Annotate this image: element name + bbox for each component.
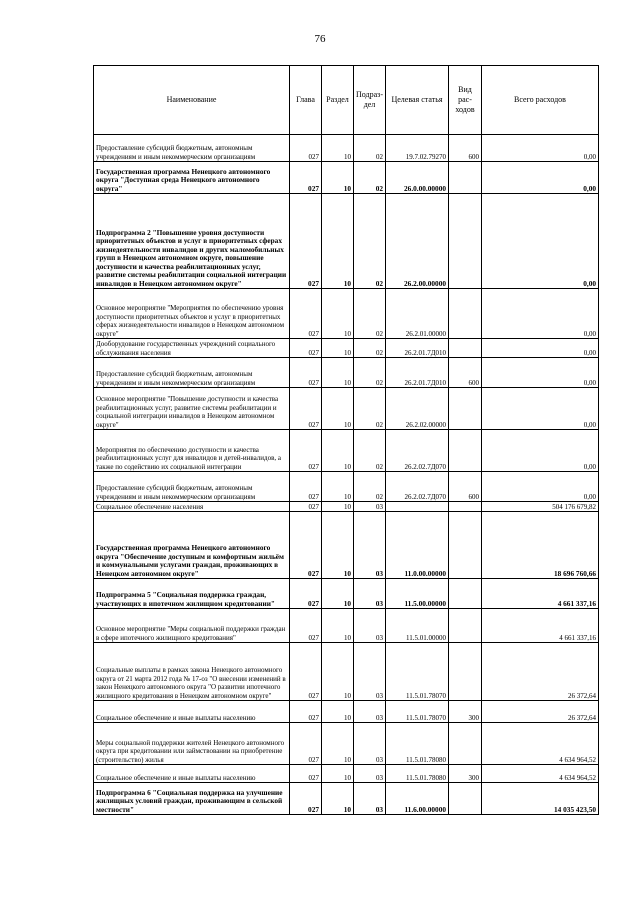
cell-razdel: 10 [322,430,354,472]
cell-razdel: 10 [322,135,354,162]
cell-name: Дооборудование государственных учреждений социального обслуживания населения [94,339,290,358]
cell-podrazdel: 02 [354,162,386,194]
table-row [94,472,599,502]
header-row [94,66,599,135]
cell-razdel: 10 [322,162,354,194]
table-row [94,358,599,388]
cell-podrazdel: 03 [354,701,386,723]
cell-name: Подпрограмма 2 "Повышение уровня доступности приоритетных объектов и услуг в приоритетных сферах жизнедеятельности инвалидов и других маломобильных групп в Ненецком автономном округе, повышение доступности и качества реабилитационных услуг, развитие системы реабилитации социальной интеграции инвалидов в Ненецком автономном округе" [94,194,290,289]
cell-vid [449,579,482,609]
cell-name: Предоставление субсидий бюджетным, автономным учреждениям и иным некоммерческим организациям [94,472,290,502]
cell-total: 0,00 [482,339,599,358]
cell-vid [449,512,482,579]
cell-name: Государственная программа Ненецкого автономного округа "Доступная среда Ненецкого автономного округа" [94,162,290,194]
cell-glava: 027 [290,339,322,358]
cell-vid [449,502,482,512]
cell-target: 11.5.01.78080 [386,723,449,765]
column-header-razdel: Раздел [322,66,354,135]
cell-glava: 027 [290,194,322,289]
cell-podrazdel: 02 [354,289,386,339]
cell-target: 26.2.01.7Д010 [386,358,449,388]
cell-glava: 027 [290,388,322,430]
cell-target: 26.2.00.00000 [386,194,449,289]
cell-vid [449,194,482,289]
cell-total: 0,00 [482,388,599,430]
cell-total: 0,00 [482,358,599,388]
cell-target: 11.5.01.78070 [386,643,449,701]
page-number: 76 [314,33,326,45]
cell-razdel: 10 [322,194,354,289]
cell-total: 0,00 [482,194,599,289]
cell-total: 0,00 [482,135,599,162]
cell-vid [449,162,482,194]
cell-glava: 027 [290,723,322,765]
cell-razdel: 10 [322,289,354,339]
cell-razdel: 10 [322,358,354,388]
cell-name: Основное мероприятие "Мероприятия по обеспечению уровня доступности приоритетных объектов и услуг в приоритетных сферах жизнедеятельности инвалидов в Ненецком автономном округе" [94,289,290,339]
table-row [94,289,599,339]
cell-glava: 027 [290,472,322,502]
cell-vid [449,388,482,430]
cell-vid [449,783,482,815]
cell-target: 11.5.00.00000 [386,579,449,609]
cell-vid [449,430,482,472]
cell-podrazdel: 03 [354,723,386,765]
table-row [94,135,599,162]
table-row [94,430,599,472]
cell-glava: 027 [290,783,322,815]
cell-total: 26 372,64 [482,701,599,723]
budget-table [93,65,599,815]
cell-name: Социальное обеспечение населения [94,502,290,512]
cell-razdel: 10 [322,579,354,609]
cell-target: 19.7.02.79270 [386,135,449,162]
cell-podrazdel: 02 [354,430,386,472]
cell-vid [449,609,482,643]
cell-glava: 027 [290,430,322,472]
cell-name: Подпрограмма 6 "Социальная поддержка на улучшение жилищных условий граждан, проживающим в сельской местности" [94,783,290,815]
table-row [94,194,599,289]
cell-glava: 027 [290,162,322,194]
cell-total: 504 176 679,82 [482,502,599,512]
cell-razdel: 10 [322,388,354,430]
cell-razdel: 10 [322,723,354,765]
cell-name: Социальное обеспечение и иные выплаты населению [94,701,290,723]
column-header-total: Всего расходов [482,66,599,135]
cell-podrazdel: 03 [354,579,386,609]
cell-name: Государственная программа Ненецкого автономного округа "Обеспечение доступным и комфортным жильём и коммунальными услугами граждан, проживающих в Ненецком автономном округе" [94,512,290,579]
cell-total: 4 634 964,52 [482,723,599,765]
cell-glava: 027 [290,135,322,162]
table-row [94,162,599,194]
cell-vid [449,289,482,339]
cell-name: Социальное обеспечение и иные выплаты населению [94,765,290,783]
cell-name: Предоставление субсидий бюджетным, автономным учреждениям и иным некоммерческим организациям [94,135,290,162]
cell-target [386,502,449,512]
table-row [94,723,599,765]
column-header-glava: Глава [290,66,322,135]
cell-razdel: 10 [322,502,354,512]
cell-glava: 027 [290,609,322,643]
cell-total: 4 634 964,52 [482,765,599,783]
cell-target: 26.2.02.7Д070 [386,472,449,502]
cell-vid: 600 [449,472,482,502]
cell-podrazdel: 02 [354,135,386,162]
cell-vid: 300 [449,701,482,723]
cell-glava: 027 [290,765,322,783]
cell-razdel: 10 [322,783,354,815]
table-row [94,579,599,609]
cell-target: 11.5.01.78070 [386,701,449,723]
cell-target: 11.0.00.00000 [386,512,449,579]
cell-podrazdel: 02 [354,194,386,289]
table-row [94,502,599,512]
cell-target: 11.5.01.78080 [386,765,449,783]
table-row [94,388,599,430]
column-header-vid: Вид рас-ходов [449,66,482,135]
cell-podrazdel: 02 [354,472,386,502]
table-row [94,339,599,358]
cell-name: Меры социальной поддержки жителей Ненецкого автономного округа при кредитовании или займствовании на приобретение (строительство) жилья [94,723,290,765]
cell-glava: 027 [290,358,322,388]
cell-podrazdel: 03 [354,512,386,579]
cell-target: 26.2.02.7Д070 [386,430,449,472]
table-row [94,643,599,701]
cell-podrazdel: 03 [354,783,386,815]
cell-total: 0,00 [482,472,599,502]
column-header-name: Наименование [94,66,290,135]
cell-name: Социальные выплаты в рамках закона Ненецкого автономного округа от 21 марта 2012 года № 17-оз "О внесении изменений в закон Ненецкого автономного округа "О развитии ипотечного жилищного кредитования в Ненецком автономном округе" [94,643,290,701]
column-header-podrazdel: Подраз-дел [354,66,386,135]
cell-name: Предоставление субсидий бюджетным, автономным учреждениям и иным некоммерческим организациям [94,358,290,388]
cell-name: Основное мероприятие "Повышение доступности и качества реабилитационных услуг, развитие системы реабилитации и социальной интеграции инвалидов в Ненецком автономном округе" [94,388,290,430]
cell-podrazdel: 03 [354,643,386,701]
cell-vid [449,643,482,701]
cell-vid: 300 [449,765,482,783]
table-row [94,609,599,643]
cell-total: 18 696 760,66 [482,512,599,579]
column-header-target: Целевая статья [386,66,449,135]
cell-target: 26.2.01.00000 [386,289,449,339]
cell-podrazdel: 03 [354,765,386,783]
cell-name: Мероприятия по обеспечению доступности и качества реабилитационных услуг для инвалидов и детей-инвалидов, а также по содействию их социальной интеграции [94,430,290,472]
cell-razdel: 10 [322,701,354,723]
cell-razdel: 10 [322,512,354,579]
cell-glava: 027 [290,643,322,701]
table-row [94,783,599,815]
cell-glava: 027 [290,701,322,723]
cell-razdel: 10 [322,609,354,643]
cell-glava: 027 [290,512,322,579]
cell-total: 4 661 337,16 [482,609,599,643]
table-row [94,765,599,783]
cell-total: 0,00 [482,289,599,339]
cell-target: 11.5.01.00000 [386,609,449,643]
cell-total: 0,00 [482,162,599,194]
cell-total: 14 035 423,50 [482,783,599,815]
cell-total: 0,00 [482,430,599,472]
table-row [94,512,599,579]
cell-razdel: 10 [322,339,354,358]
cell-total: 26 372,64 [482,643,599,701]
cell-razdel: 10 [322,472,354,502]
cell-podrazdel: 02 [354,358,386,388]
cell-razdel: 10 [322,643,354,701]
cell-vid [449,723,482,765]
table-row [94,701,599,723]
cell-vid: 600 [449,358,482,388]
cell-vid [449,339,482,358]
cell-target: 11.6.00.00000 [386,783,449,815]
cell-podrazdel: 03 [354,609,386,643]
cell-name: Основное мероприятие "Меры социальной поддержки граждан в сфере ипотечного жилищного кредитования" [94,609,290,643]
cell-glava: 027 [290,289,322,339]
cell-razdel: 10 [322,765,354,783]
cell-target: 26.2.01.7Д010 [386,339,449,358]
cell-vid: 600 [449,135,482,162]
cell-glava: 027 [290,579,322,609]
cell-name: Подпрограмма 5 "Социальная поддержка граждан, участвующих в ипотечном жилищном кредитовании" [94,579,290,609]
cell-target: 26.2.02.00000 [386,388,449,430]
cell-target: 26.0.00.00000 [386,162,449,194]
cell-glava: 027 [290,502,322,512]
cell-podrazdel: 02 [354,388,386,430]
cell-total: 4 661 337,16 [482,579,599,609]
cell-podrazdel: 03 [354,502,386,512]
cell-podrazdel: 02 [354,339,386,358]
